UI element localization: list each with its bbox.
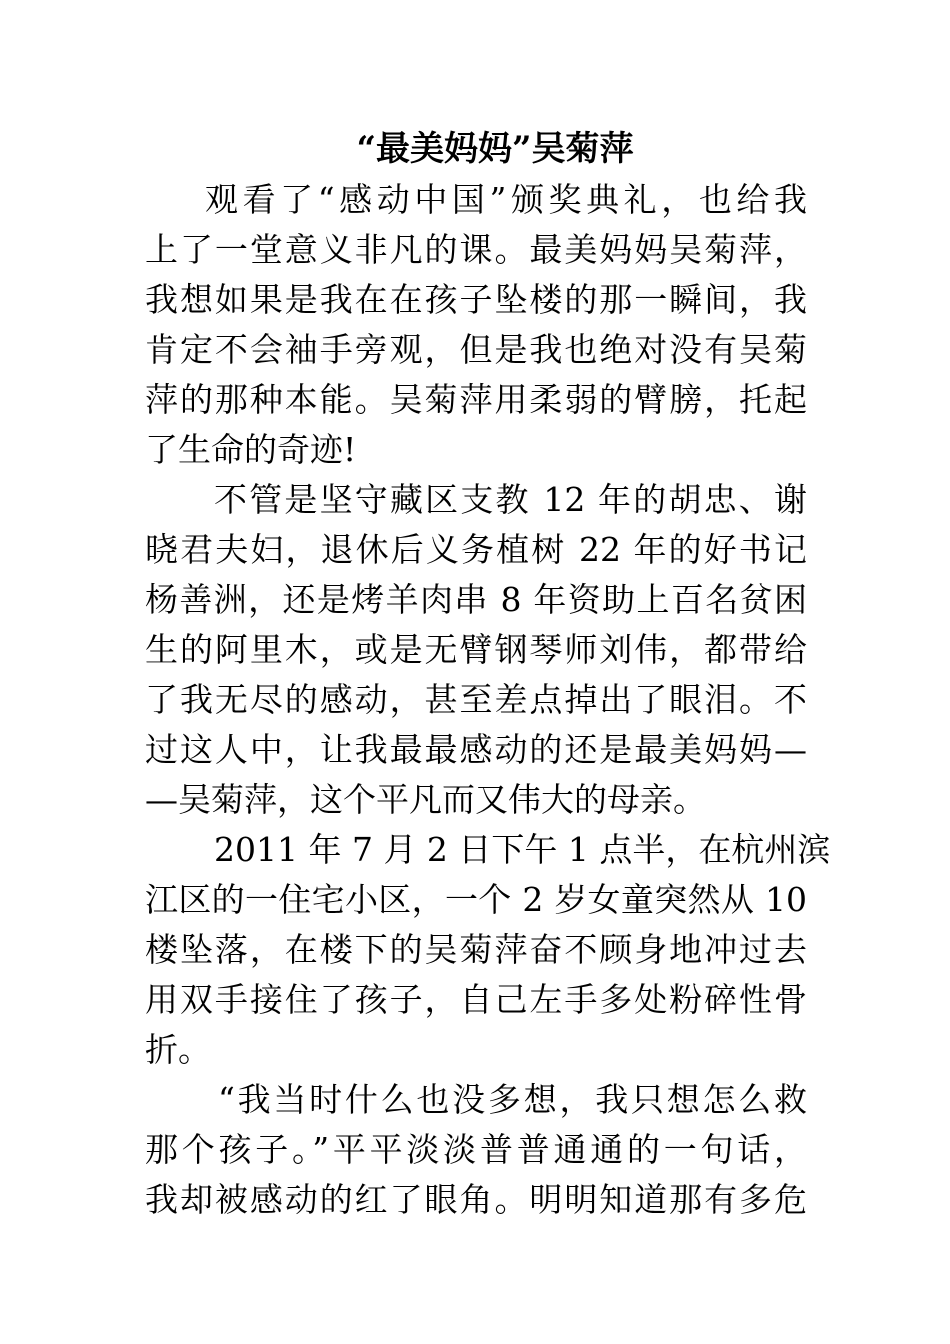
paragraph-line: 折。	[145, 1030, 211, 1069]
paragraph-line: “我当时什么也没多想，我只想怎么救	[218, 1080, 807, 1119]
paragraph-line: 不管是坚守藏区支教 12 年的胡忠、谢	[214, 480, 807, 519]
paragraph-line: 肯定不会袖手旁观，但是我也绝对没有吴菊	[145, 330, 807, 369]
paragraph-line: 我却被感动的红了眼角。明明知道那有多危	[145, 1180, 807, 1219]
document-title: “最美妈妈”吴菊萍	[356, 129, 634, 169]
paragraph-line: 我想如果是我在在孩子坠楼的那一瞬间，我	[145, 280, 807, 319]
paragraph-line: 上了一堂意义非凡的课。最美妈妈吴菊萍，	[145, 230, 807, 269]
paragraph-line: 那个孩子。”平平淡淡普普通通的一句话，	[145, 1130, 807, 1169]
paragraph-line: 江区的一住宅小区，一个 2 岁女童突然从 10	[145, 880, 807, 919]
paragraph-line: 观看了“感动中国”颁奖典礼，也给我	[205, 180, 807, 219]
paragraph-line: 过这人中，让我最最感动的还是最美妈妈—	[145, 730, 807, 769]
paragraph-line: 杨善洲，还是烤羊肉串 8 年资助上百名贫困	[145, 580, 807, 619]
paragraph-line: 了我无尽的感动，甚至差点掉出了眼泪。不	[145, 680, 807, 719]
paragraph-line: 晓君夫妇，退休后义务植树 22 年的好书记	[145, 530, 807, 569]
paragraph-line: —吴菊萍，这个平凡而又伟大的母亲。	[145, 780, 706, 819]
paragraph-line: 萍的那种本能。吴菊萍用柔弱的臂膀，托起	[145, 380, 807, 419]
paragraph-line: 了生命的奇迹!	[145, 430, 357, 469]
paragraph-line: 楼坠落，在楼下的吴菊萍奋不顾身地冲过去	[145, 930, 807, 969]
paragraph-line: 用双手接住了孩子，自己左手多处粉碎性骨	[145, 980, 807, 1019]
paragraph-line: 2011 年 7 月 2 日下午 1 点半，在杭州滨	[214, 830, 831, 869]
paragraph-line: 生的阿里木，或是无臂钢琴师刘伟，都带给	[145, 630, 807, 669]
